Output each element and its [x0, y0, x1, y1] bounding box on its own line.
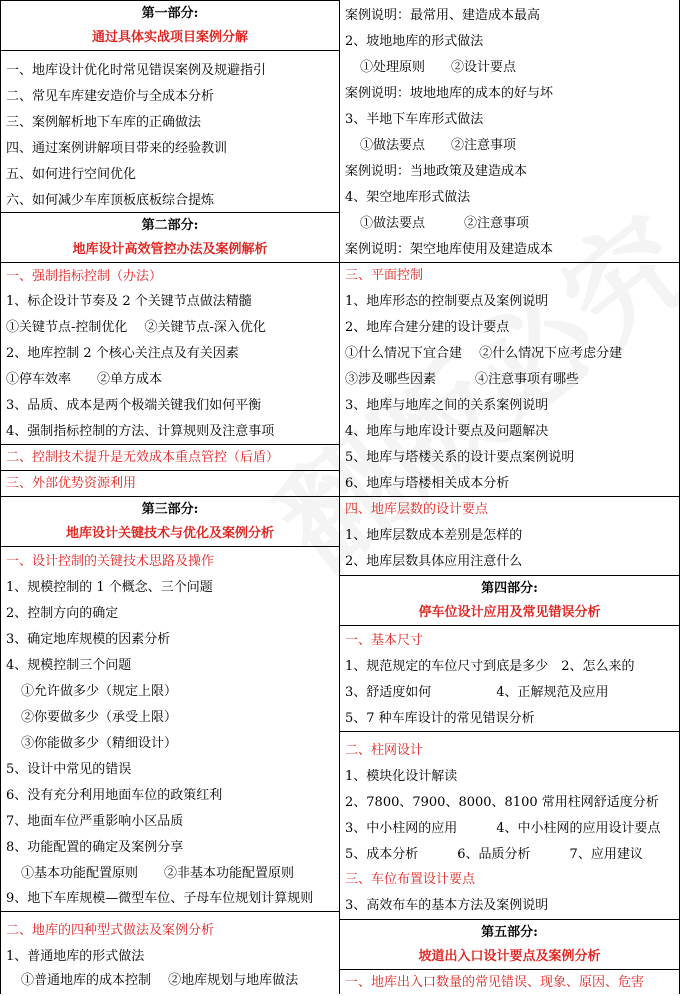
list-item: 5、设计中常见的错误 [6, 762, 132, 777]
sec3-heading: 三、平面控制 [340, 262, 679, 288]
list-item: 3、中小柱网的应用 4、中小柱网的应用设计要点 [345, 821, 661, 836]
list-item: 案例说明：架空地库使用及建造成本 [345, 242, 554, 257]
list-item: ②你要做多少（承受上限） [21, 710, 178, 725]
list-item: 4、架空地库形式做法 [345, 190, 471, 205]
list-item: 5、地库与塔楼关系的设计要点案例说明 [345, 450, 575, 465]
list-item: ①停车效率 ②单方成本 [6, 372, 163, 387]
list-item: 三、案例解析地下车库的正确做法 [6, 115, 202, 130]
list-item: 2、地库层数具体应用注意什么 [345, 554, 523, 569]
list-item: 2、7800、7900、8000、8100 常用柱网舒适度分析 [345, 795, 659, 810]
list-item: ①做法要点 ②注意事项 [360, 138, 517, 153]
list-item: 二、常见车库建安造价与全成本分析 [6, 89, 215, 104]
list-item: 1、模块化设计解读 [345, 769, 458, 784]
list-item: 4、规模控制三个问题 [6, 658, 132, 673]
list-item: 8、功能配置的确定及案例分享 [6, 840, 184, 855]
list-item: 1、普通地库的形式做法 [6, 949, 145, 964]
list-item: ①做法要点 ②注意事项 [360, 216, 530, 231]
part1-title: 第一部分: [141, 6, 199, 21]
list-item: 3、品质、成本是两个极端关键我们如何平衡 [6, 398, 262, 413]
list-item: 2、地库控制 2 个核心关注点及有关因素 [6, 346, 239, 361]
list-item: 4、强制指标控制的方法、计算规则及注意事项 [6, 424, 275, 439]
list-item: 6、地库与塔楼相关成本分析 [345, 476, 510, 491]
part2-subtitle: 地库设计高效管控办法及案例解析 [72, 242, 268, 257]
part5-section1: 一、地库出入口数量的常见错误、现象、原因、危害 [345, 975, 645, 990]
part5-subtitle: 坡道出入口设计要点及案例分析 [418, 949, 601, 964]
list-item: ①普通地库的成本控制 ②地库规划与地库做法 [21, 973, 299, 988]
list-item: 案例说明：当地政策及建造成本 [345, 164, 528, 179]
part4-subtitle: 停车位设计应用及常见错误分析 [418, 605, 601, 620]
list-item: 案例说明：最常用、建造成本最高 [345, 8, 541, 23]
part3-subtitle: 地库设计关键技术与优化及案例分析 [65, 526, 274, 541]
list-item: ①什么情况下宜合建 ②什么情况下应考虑分建 [345, 346, 623, 361]
list-item: ①关键节点-控制优化 ②关键节点-深入优化 [6, 320, 266, 335]
list-item: ①允许做多少（规定上限） [21, 684, 178, 699]
list-item: 1、地库形态的控制要点及案例说明 [345, 294, 549, 309]
part3-header [1, 496, 339, 547]
list-item: ①基本功能配置原则 ②非基本功能配置原则 [21, 866, 295, 881]
list-item: 4、地库与地库设计要点及问题解决 [345, 424, 549, 439]
list-item: ③你能做多少（精细设计） [21, 736, 178, 751]
list-item: 五、如何进行空间优化 [6, 167, 137, 182]
list-item: 案例说明：坡地地库的成本的好与坏 [345, 86, 554, 101]
list-item: 3、舒适度如何 4、正解规范及应用 [345, 685, 609, 700]
list-item: 3、高效布车的基本方法及案例说明 [345, 898, 549, 913]
sec4-heading: 四、地库层数的设计要点 [340, 496, 679, 522]
part4-header [340, 575, 679, 626]
left-column [0, 0, 340, 994]
right-column [340, 0, 680, 994]
part4-section1: 一、基本尺寸 [345, 633, 424, 648]
list-item: 3、地库与地库之间的关系案例说明 [345, 398, 549, 413]
part2-section2: 二、控制技术提升是无效成本重点管控（后盾） [1, 444, 339, 470]
list-item: ①处理原则 ②设计要点 [360, 60, 517, 75]
part4-title: 第四部分: [481, 581, 538, 596]
list-item: 1、规范规定的车位尺寸到底是多少 2、怎么来的 [345, 659, 635, 674]
part3-section2: 二、地库的四种型式做法及案例分析 [6, 923, 215, 938]
list-item: 四、通过案例讲解项目带来的经验教训 [6, 141, 228, 156]
list-item: 2、控制方向的确定 [6, 606, 119, 621]
part3-section1: 一、设计控制的关键技术思路及操作 [6, 554, 215, 569]
part1-header [1, 0, 339, 51]
list-item: 2、地库合建分建的设计要点 [345, 320, 510, 335]
list-item: 1、地库层数成本差别是怎样的 [345, 528, 523, 543]
part3-title: 第三部分: [141, 502, 199, 517]
part4-section2: 二、柱网设计 [345, 743, 424, 758]
list-item: 1、规模控制的 1 个概念、三个问题 [6, 580, 213, 595]
part2-section3: 三、外部优势资源利用 [1, 470, 339, 496]
list-item: 一、地库设计优化时常见错误案例及规避指引 [6, 63, 267, 78]
list-item: 1、标企设计节奏及 2 个关键节点做法精髓 [6, 294, 252, 309]
part2-section1: 一、强制指标控制（办法） [6, 269, 163, 284]
list-item: 5、7 种车库设计的常见错误分析 [340, 706, 679, 732]
part2-title: 第二部分: [141, 218, 199, 233]
part5-title: 第五部分: [481, 925, 538, 940]
list-item: 5、成本分析 6、品质分析 7、应用建议 [345, 847, 643, 862]
part1-subtitle: 通过具体实战项目案例分解 [91, 30, 248, 45]
list-item: 3、确定地库规模的因素分析 [6, 632, 171, 647]
list-item: 9、地下车库规模—微型车位、子母车位规划计算规则 [1, 886, 339, 912]
list-item: 2、坡地地库的形式做法 [345, 34, 484, 49]
part2-header [1, 212, 339, 263]
part4-section3: 三、车位布置设计要点 [345, 872, 476, 887]
list-item: 3、半地下车库形式做法 [345, 112, 484, 127]
list-item: ③涉及哪些因素 ④注意事项有哪些 [345, 372, 580, 387]
list-item: 6、没有充分利用地面车位的政策红利 [6, 788, 223, 803]
list-item: 六、如何减少车库顶板底板综合提炼 [6, 193, 215, 208]
part5-header [340, 919, 679, 970]
list-item: 7、地面车位严重影响小区品质 [6, 814, 184, 829]
